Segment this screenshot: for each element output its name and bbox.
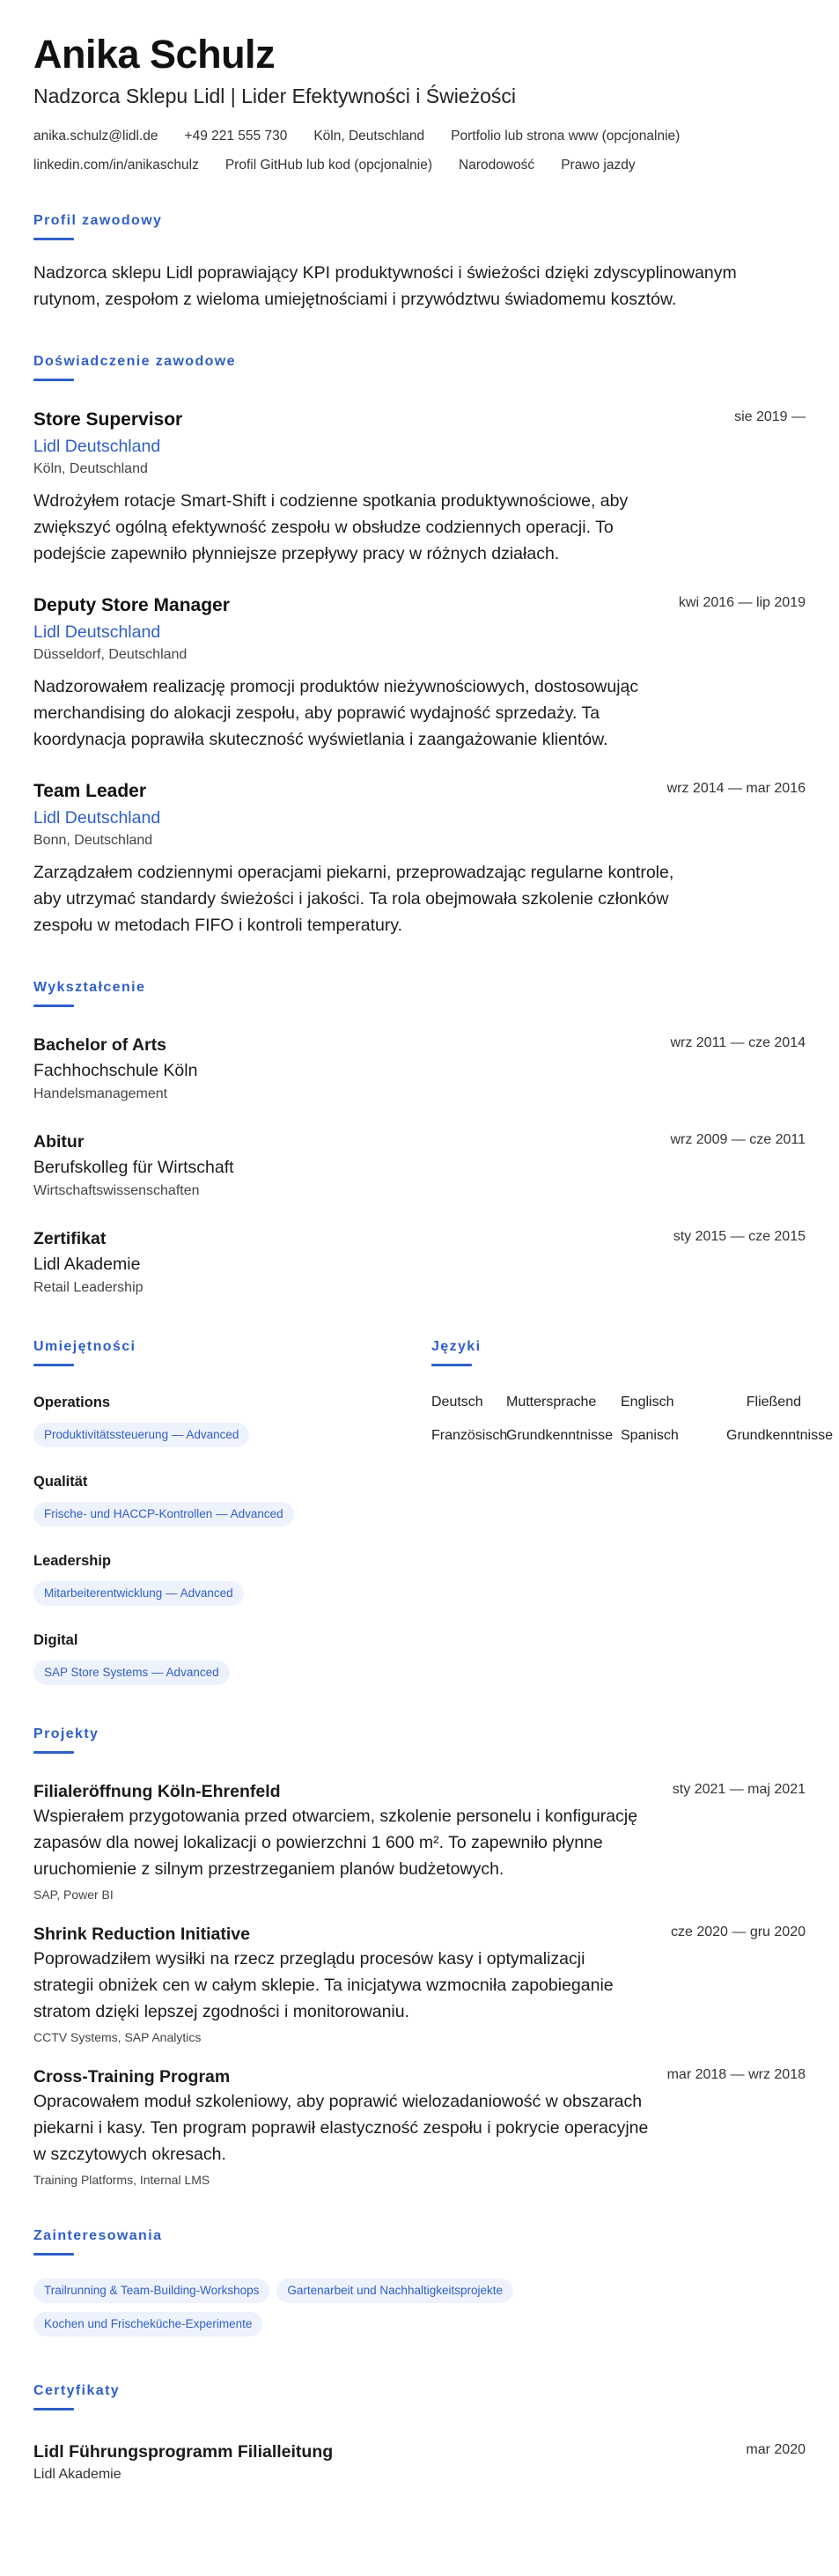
institution: Lidl Akademie <box>33 1255 141 1274</box>
skill-chip: SAP Store Systems — Advanced <box>33 1660 230 1685</box>
education-entry <box>33 1034 806 1104</box>
contact-phone[interactable]: +49 221 555 730 <box>184 129 288 144</box>
skill-chip: Frische- und HACCP-Kontrollen — Advanced <box>33 1502 294 1527</box>
contact-location: Köln, Deutschland <box>313 129 425 144</box>
skills-languages-row <box>33 1338 833 1685</box>
candidate-name: Anika Schulz <box>33 32 276 77</box>
job-company: Lidl Deutschland <box>33 622 161 642</box>
job-location: Düsseldorf, Deutschland <box>33 647 188 662</box>
section-divider <box>33 379 74 381</box>
job-title: Team Leader <box>33 781 146 801</box>
language-level: Muttersprache <box>506 1395 597 1409</box>
language-name: Spanisch <box>621 1428 679 1443</box>
certificate-entry <box>33 2440 806 2484</box>
section-title: Doświadczenie zawodowe <box>33 354 236 369</box>
skill-category: Digital <box>33 1632 78 1648</box>
project-dates: sty 2021 — maj 2021 <box>672 1782 806 1797</box>
skill-chip: Produktivitätssteuerung — Advanced <box>33 1423 249 1447</box>
contact-info <box>33 127 806 175</box>
experience-entry <box>33 593 806 753</box>
job-title: Store Supervisor <box>33 409 183 430</box>
section-title: Języki <box>431 1339 482 1354</box>
education-section <box>33 979 806 1298</box>
field-of-study: Wirtschaftswissenschaften <box>33 1183 200 1198</box>
resume-header <box>33 32 806 175</box>
experience-entry <box>33 779 806 938</box>
candidate-headline: Nadzorca Sklepu Lidl | Lider Efektywności i Świeżości <box>33 85 516 107</box>
degree: Zertifikat <box>33 1229 107 1248</box>
project-technologies: CCTV Systems, SAP Analytics <box>33 2030 202 2044</box>
project-entry <box>33 2065 806 2189</box>
education-dates: wrz 2009 — cze 2011 <box>670 1132 806 1147</box>
project-technologies: SAP, Power BI <box>33 1888 114 1902</box>
interest-chip: Gartenarbeit und Nachhaltigkeitsprojekte <box>276 2278 513 2303</box>
language-level: Fließend <box>746 1395 801 1409</box>
project-name: Cross-Training Program <box>33 2067 231 2087</box>
contact-portfolio[interactable]: Portfolio lub strona www (opcjonalnie) <box>451 129 681 144</box>
education-entry <box>33 1227 806 1298</box>
contact-linkedin[interactable]: linkedin.com/in/anikaschulz <box>33 158 199 173</box>
job-title: Deputy Store Manager <box>33 595 230 615</box>
interests-section <box>33 2227 806 2345</box>
language-level: Grundkenntnisse <box>506 1428 613 1443</box>
experience-entry <box>33 408 806 567</box>
field-of-study: Retail Leadership <box>33 1280 144 1295</box>
interest-chip: Trailrunning & Team-Building-Workshops <box>33 2278 269 2303</box>
profile-summary: Nadzorca sklepu Lidl poprawiający KPI produktywności i świeżości dzięki zdyscyplinowanym rutynom, zespołom z wieloma umiejętnościami i przywództwu świadomemu kosztów. <box>33 263 737 309</box>
degree: Bachelor of Arts <box>33 1035 166 1055</box>
job-dates: wrz 2014 — mar 2016 <box>666 781 806 796</box>
section-divider <box>33 1751 74 1754</box>
field-of-study: Handelsmanagement <box>33 1086 168 1101</box>
education-dates: wrz 2011 — cze 2014 <box>670 1035 806 1050</box>
job-dates: sie 2019 — <box>734 409 806 424</box>
language-name: Französisch <box>431 1428 508 1443</box>
section-title: Umiejętności <box>33 1339 136 1354</box>
certificate-issuer: Lidl Akademie <box>33 2467 121 2482</box>
skill-category: Qualität <box>33 1474 88 1490</box>
contact-driving-license: Prawo jazdy <box>561 158 636 173</box>
section-title: Zainteresowania <box>33 2228 163 2243</box>
section-title: Profil zawodowy <box>33 213 163 228</box>
contact-email[interactable]: anika.schulz@lidl.de <box>33 129 158 144</box>
project-entry <box>33 1780 806 1903</box>
project-dates: mar 2018 — wrz 2018 <box>666 2067 806 2082</box>
institution: Berufskolleg für Wirtschaft <box>33 1158 234 1177</box>
certificates-section <box>33 2382 806 2484</box>
institution: Fachhochschule Köln <box>33 1061 198 1080</box>
section-divider <box>431 1364 472 1366</box>
project-name: Shrink Reduction Initiative <box>33 1925 250 1944</box>
job-location: Köln, Deutschland <box>33 461 148 476</box>
section-title: Wykształcenie <box>33 980 146 995</box>
section-title: Certyfikaty <box>33 2383 121 2398</box>
languages-section <box>431 1338 833 1685</box>
language-name: Englisch <box>621 1395 674 1409</box>
education-entry <box>33 1130 806 1201</box>
project-dates: cze 2020 — gru 2020 <box>671 1925 806 1939</box>
project-description: Opracowałem moduł szkoleniowy, aby poprawić wielozadaniowość w obszarach piekarni i kasy. Ten program poprawił elastyczność zespołu i pokrycie operacyjne w szczytowych okresach. <box>33 2092 649 2164</box>
projects-section <box>33 1726 806 2189</box>
skills-section <box>33 1338 431 1685</box>
skill-category: Leadership <box>33 1553 112 1569</box>
job-location: Bonn, Deutschland <box>33 833 153 848</box>
project-name: Filialeröffnung Köln-Ehrenfeld <box>33 1782 281 1801</box>
skill-category: Operations <box>33 1395 111 1410</box>
project-description: Poprowadziłem wysiłki na rzecz przeglądu procesów kasy i optymalizacji strategii obniżek cen w całym sklepie. Ta inicjatywa wzmocniła zapobieganie stratom dzięki lepszej zgodności i monitorowaniu. <box>33 1949 614 2021</box>
interests-list <box>33 2278 703 2345</box>
project-entry <box>33 1923 806 2046</box>
contact-row <box>33 156 806 175</box>
project-description: Wspierałem przygotowania przed otwarciem, szkolenie personelu i konfigurację zapasów dla nowej lokalizacji o powierzchni 1 600 m². To zapewniło płynne uruchomienie z silnym przestrzeganiem planów budżetowych. <box>33 1807 638 1879</box>
job-description: Nadzorowałem realizację promocji produktów nieżywnościowych, dostosowując merchandising do alokacji zespołu, aby poprawić wydajność sprzedaży. Ta koordynacja poprawiła skuteczność wyświetlania i zaangażowanie klientów. <box>33 677 639 749</box>
education-dates: sty 2015 — cze 2015 <box>673 1229 806 1244</box>
job-dates: kwi 2016 — lip 2019 <box>678 595 806 610</box>
profile-section <box>33 212 806 313</box>
interest-chip: Kochen und Frischeküche-Experimente <box>33 2312 262 2337</box>
section-divider <box>33 2253 74 2256</box>
contact-row <box>33 127 806 146</box>
contact-nationality: Narodowość <box>459 158 535 173</box>
skill-chip: Mitarbeiterentwicklung — Advanced <box>33 1581 244 1606</box>
language-level: Grundkenntnisse <box>726 1428 833 1443</box>
experience-section <box>33 353 806 938</box>
job-company: Lidl Deutschland <box>33 437 161 456</box>
job-description: Wdrożyłem rotacje Smart-Shift i codzienne spotkania produktywnościowe, aby zwiększyć ogólną efektywność zespołu w obsłudze codziennych operacji. To podejście zapewniło płynniejsze przepływy pracy w różnych działach. <box>33 491 629 563</box>
certificate-name: Lidl Führungsprogramm Filialleitung <box>33 2442 334 2462</box>
job-company: Lidl Deutschland <box>33 808 161 828</box>
contact-github[interactable]: Profil GitHub lub kod (opcjonalnie) <box>224 158 433 173</box>
language-name: Deutsch <box>431 1395 483 1409</box>
certificate-date: mar 2020 <box>746 2442 806 2457</box>
languages-list <box>431 1393 833 1446</box>
section-title: Projekty <box>33 1726 99 1741</box>
project-technologies: Training Platforms, Internal LMS <box>33 2173 210 2187</box>
section-divider <box>33 238 74 240</box>
degree: Abitur <box>33 1132 85 1152</box>
section-divider <box>33 1005 74 1007</box>
section-divider <box>33 1364 74 1366</box>
section-divider <box>33 2408 74 2410</box>
job-description: Zarządzałem codziennymi operacjami piekarni, przeprowadzając regularne kontrole, aby utrzymać standardy świeżości i jakości. Ta rola obejmowała szkolenie członków zespołu w metodach FIFO i kontroli temperatury. <box>33 863 674 935</box>
